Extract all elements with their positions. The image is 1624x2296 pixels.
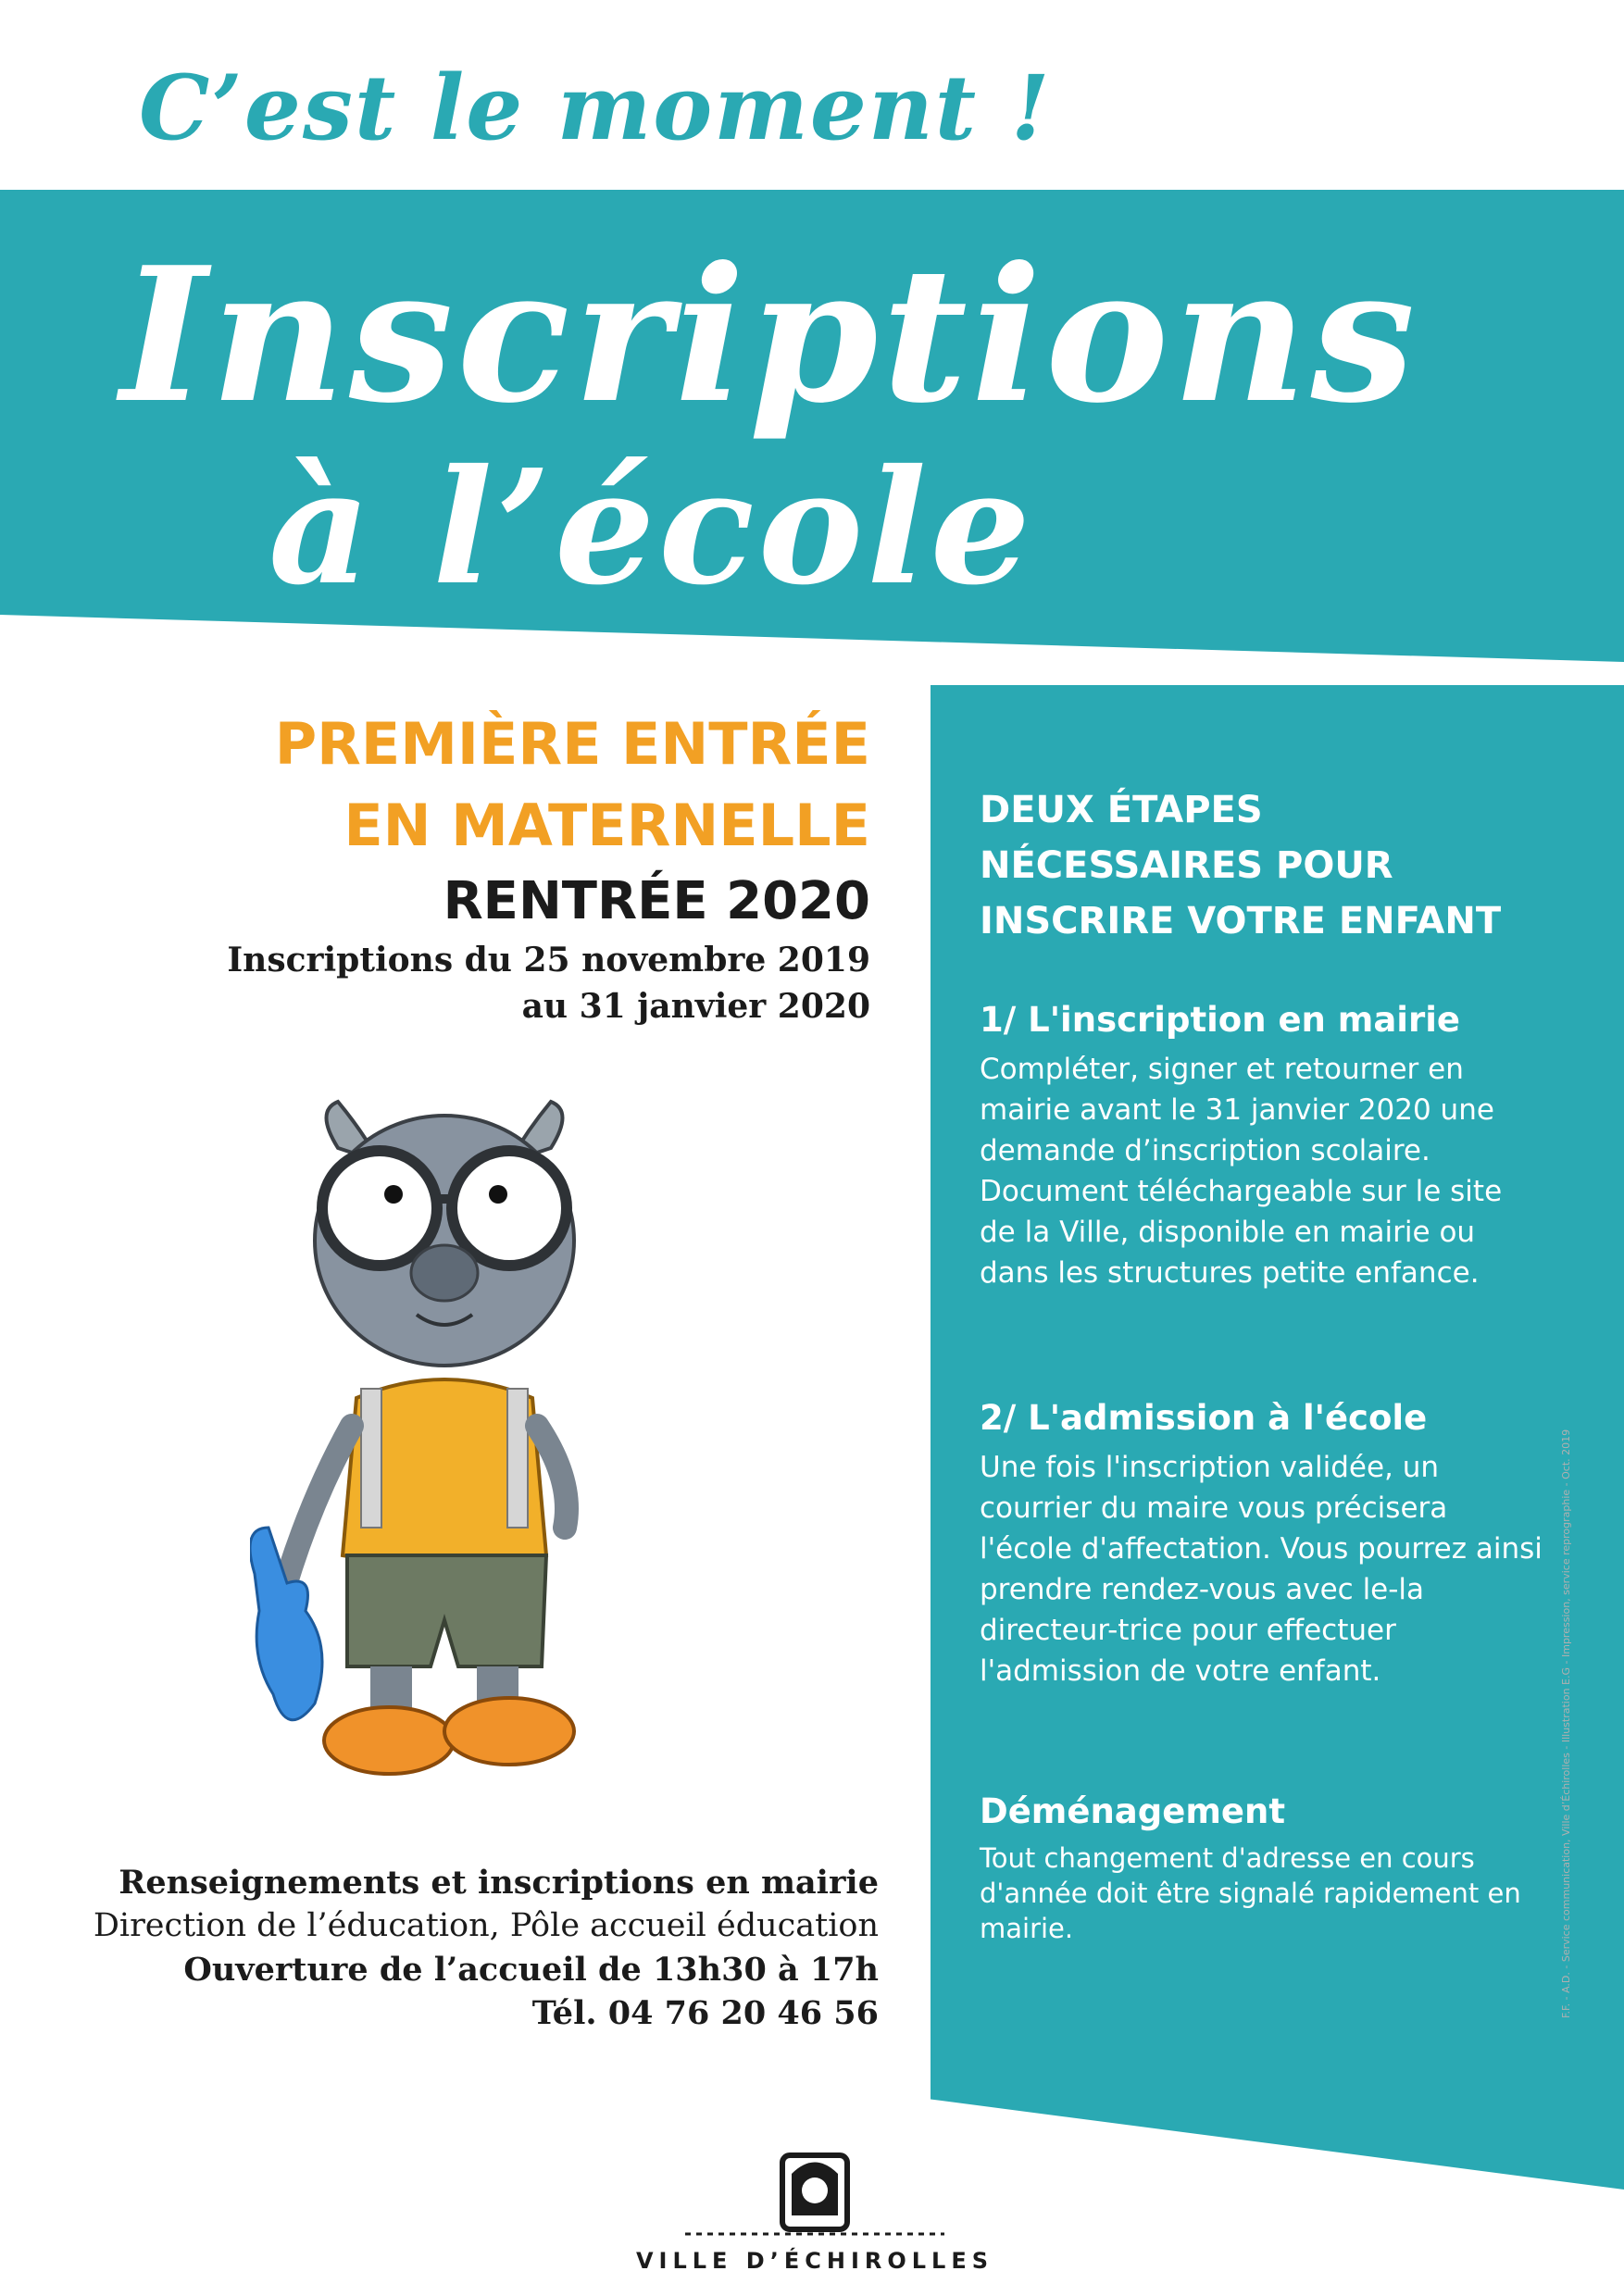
contact-hours: Ouverture de l’accueil de 13h30 à 17h <box>183 1951 879 1989</box>
step-1-text-b: Document téléchargeable sur le site de la Ville, disponible en mairie ou dans les structures petite enfance. <box>980 1175 1503 1290</box>
step-1 <box>980 997 1544 1293</box>
contact-title: Renseignements et inscriptions en mairie <box>119 1864 879 1902</box>
step-2-text: Une fois l'inscription validée, un courrier du maire vous précisera l'école d'affectation. Vous pourrez ainsi prendre rendez-vous avec le-la directeur-trice pour effectuer l'admission de votre enfant. <box>980 1451 1543 1688</box>
credits-text: F.F. - A.D. - Service communication, Ville d’Échirolles - Illustration E.G - Impression, service reprographie - Oct. 2019 <box>1560 1429 1572 2018</box>
moving-title: Déménagement <box>980 1791 1286 1831</box>
heading-line-1: PREMIÈRE ENTRÉE <box>274 710 870 778</box>
main-title-line-1: Inscriptions <box>120 227 1419 444</box>
event-heading <box>227 704 870 1029</box>
glasses-bridge <box>431 1194 457 1204</box>
contact-phone: Tél. 04 76 20 46 56 <box>531 1994 879 2032</box>
step-1-title: 1/ L'inscription en mairie <box>980 1000 1460 1040</box>
panel-title-line-2: NÉCESSAIRES POUR <box>980 844 1393 887</box>
step-2 <box>980 1395 1544 1691</box>
main-title-line-2: à l’école <box>269 435 1034 620</box>
info-panel-content <box>980 782 1544 1946</box>
contact-service: Direction de l’éducation, Pôle accueil éducation <box>93 1907 879 1944</box>
left-shoe <box>324 1707 454 1774</box>
step-2-title: 2/ L'admission à l'école <box>980 1398 1428 1438</box>
moving-text: Tout changement d'adresse en cours d'année doit être signalé rapidement en mairie. <box>980 1842 1521 1944</box>
left-glass <box>322 1151 437 1266</box>
cat-mascot-illustration <box>250 1092 639 1796</box>
moving-notice <box>980 1789 1544 1946</box>
right-pupil <box>489 1185 507 1204</box>
strap-left <box>361 1389 381 1528</box>
dates-line-2: au 31 janvier 2020 <box>521 987 870 1026</box>
panel-title-line-1: DEUX ÉTAPES <box>980 789 1263 831</box>
shorts <box>347 1555 546 1666</box>
city-logo-text: VILLE D’ÉCHIROLLES <box>635 2248 994 2274</box>
panel-title-line-3: INSCRIRE VOTRE ENFANT <box>980 900 1502 942</box>
snout <box>411 1245 478 1301</box>
strap-right <box>507 1389 528 1528</box>
step-1-text-a: Compléter, signer et retourner en mairie avant le 31 janvier 2020 une demande d’inscription scolaire. <box>980 1053 1494 1167</box>
contact-block <box>94 1861 879 2035</box>
city-logo <box>574 2146 1056 2285</box>
right-glass <box>452 1151 567 1266</box>
right-shoe <box>444 1698 574 1765</box>
left-pupil <box>384 1185 403 1204</box>
city-logo-mark <box>574 2146 1056 2248</box>
heading-line-2: EN MATERNELLE <box>344 792 870 859</box>
panel-title <box>980 782 1544 949</box>
tagline: C’est le moment ! <box>139 56 1052 160</box>
school-year: RENTRÉE 2020 <box>443 871 870 931</box>
dates-line-1: Inscriptions du 25 novembre 2019 <box>227 941 870 980</box>
